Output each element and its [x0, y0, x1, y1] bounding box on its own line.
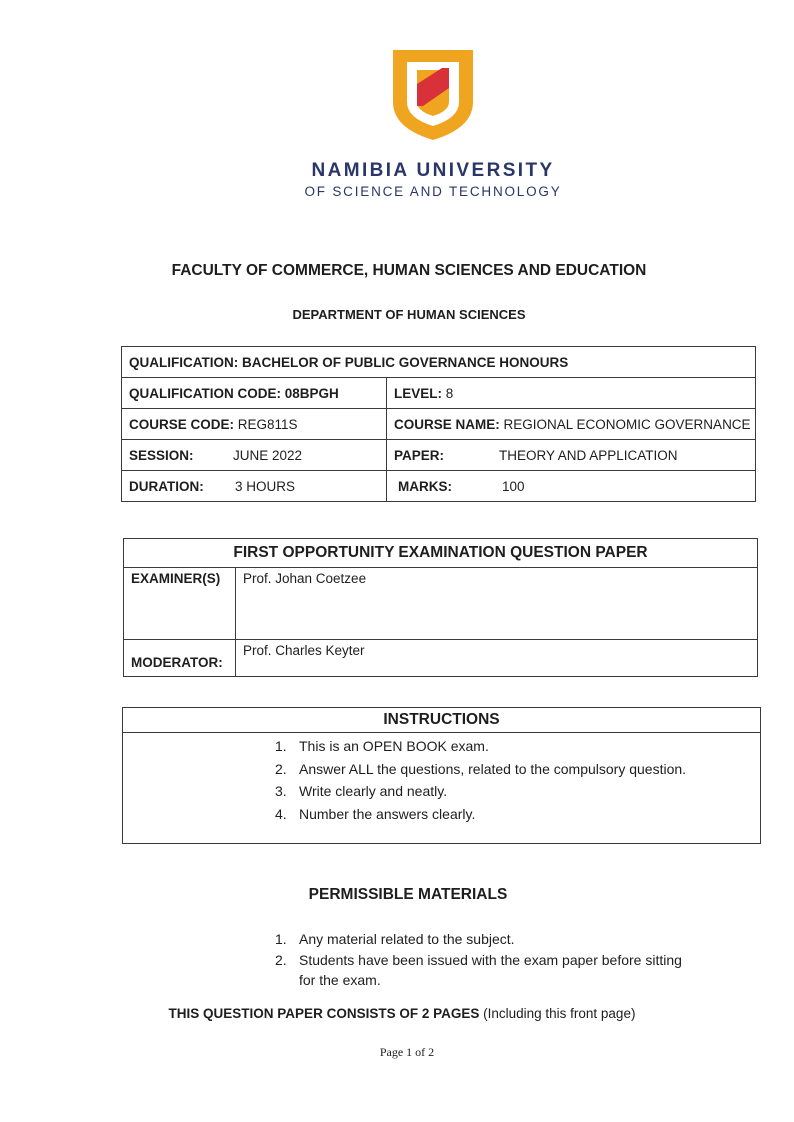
list-item [275, 735, 686, 758]
instructions-title: INSTRUCTIONS [123, 708, 760, 733]
duration-label: DURATION: [129, 478, 204, 494]
paper-cell [387, 440, 756, 471]
permissible-materials-title: PERMISSIBLE MATERIALS [308, 886, 508, 903]
list-item-text: Write clearly and neatly. [299, 783, 448, 799]
level-value: 8 [445, 385, 454, 401]
permissible-materials-list [275, 929, 695, 991]
page-count-note [0, 1006, 794, 1021]
qualification-table [121, 346, 756, 502]
course-name-label: COURSE NAME: [394, 416, 500, 432]
course-code-value: REG811S [237, 416, 298, 432]
course-code-cell [122, 409, 387, 440]
university-logo [387, 44, 479, 144]
list-item-number: 3. [275, 783, 287, 799]
list-item [275, 780, 686, 803]
faculty-title: FACULTY OF COMMERCE, HUMAN SCIENCES AND EDUCATION [171, 262, 647, 279]
marks-label: MARKS: [398, 478, 452, 494]
course-name-value: REGIONAL ECONOMIC GOVERNANCE [503, 416, 751, 432]
marks-value: 100 [502, 478, 525, 494]
moderator-value: Prof. Charles Keyter [236, 640, 758, 677]
qualification-code-label: QUALIFICATION CODE: [129, 385, 281, 401]
university-name: NAMIBIA UNIVERSITY [311, 160, 555, 181]
duration-value: 3 HOURS [235, 478, 296, 494]
list-item-number: 2. [275, 760, 287, 777]
session-cell [122, 440, 387, 471]
level-label: LEVEL: [394, 385, 443, 401]
list-item-number: 2. [275, 952, 287, 968]
paper-value: THEORY AND APPLICATION [499, 447, 678, 463]
list-item-number: 1. [275, 931, 287, 947]
examiner-label: EXAMINER(S) [124, 568, 236, 640]
department-title: DEPARTMENT OF HUMAN SCIENCES [292, 307, 526, 322]
list-item-number: 1. [275, 738, 287, 754]
list-item [275, 758, 686, 781]
list-item-text: Students have been issued with the exam paper before sitting for the exam. [299, 952, 682, 988]
session-value: JUNE 2022 [233, 447, 303, 463]
course-code-label: COURSE CODE: [129, 416, 235, 432]
qualification-cell: QUALIFICATION: BACHELOR OF PUBLIC GOVERNANCE HONOURS [122, 347, 756, 378]
page-number-footer: Page 1 of 2 [379, 1045, 435, 1059]
examiner-value: Prof. Johan Coetzee [236, 568, 758, 640]
instructions-list [275, 735, 686, 825]
duration-cell [122, 471, 387, 502]
examination-table [123, 538, 758, 677]
list-item-text: Any material related to the subject. [299, 931, 515, 947]
qualification-code-cell [122, 378, 387, 409]
marks-cell [387, 471, 756, 502]
course-name-cell [387, 409, 756, 440]
list-item [275, 929, 695, 949]
list-item-text: Number the answers clearly. [299, 805, 476, 822]
qualification-code-value: 08BPGH [284, 385, 339, 401]
university-subtitle: OF SCIENCE AND TECHNOLOGY [304, 184, 562, 199]
instructions-box [122, 707, 761, 844]
session-label: SESSION: [129, 447, 194, 463]
page-count-note-normal: (Including this front page) [483, 1006, 636, 1021]
list-item [275, 803, 686, 826]
level-cell [387, 378, 756, 409]
paper-label: PAPER: [394, 447, 445, 463]
page-count-note-bold: THIS QUESTION PAPER CONSISTS OF 2 PAGES [168, 1006, 480, 1021]
list-item-text: Answer ALL the questions, related to the compulsory question. [299, 760, 687, 777]
exam-title: FIRST OPPORTUNITY EXAMINATION QUESTION PAPER [124, 539, 758, 568]
moderator-label: MODERATOR: [124, 640, 236, 677]
list-item [275, 950, 695, 990]
list-item-text: This is an OPEN BOOK exam. [299, 738, 489, 754]
list-item-number: 4. [275, 805, 287, 822]
